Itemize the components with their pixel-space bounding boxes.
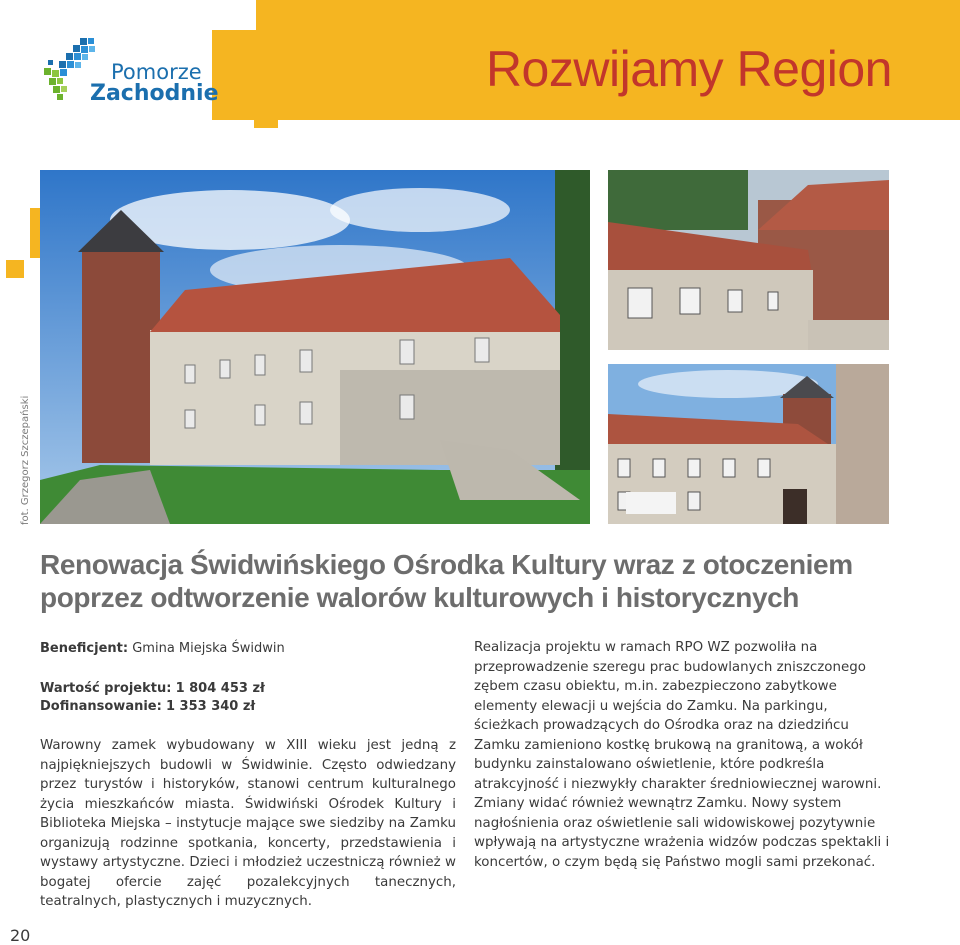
project-value-line xyxy=(40,680,265,698)
project-value-label: Wartość projektu: xyxy=(40,681,172,696)
decor-square-small xyxy=(6,260,24,278)
cofinancing-amount: 1 353 340 zł xyxy=(165,699,256,714)
header-notch xyxy=(212,0,256,30)
project-value-amount: 1 804 453 zł xyxy=(175,681,265,696)
cofinancing-line xyxy=(40,698,255,716)
bottom-right-photo xyxy=(608,364,889,524)
logo-line2: Zachodnie xyxy=(90,81,219,106)
article-title: Renowacja Świdwińskiego Ośrodka Kultury wraz z otoczeniem poprzez odtworzenie walorów kulturowych i historycznych xyxy=(40,549,853,613)
logo-line1: Pomorze xyxy=(111,60,202,84)
body-left-column: Warowny zamek wybudowany w XIII wieku jest jedną z najpiękniejszych budowli w Świdwinie. Często odwiedzany przez turystów i historyków, stanowi centrum kulturalnego życia mieszkańców miasta. Świdwiński Ośrodek Kultury i Biblioteka Miejska – instytucje mające swe siedziby na Zamku organizują rodzinne spotkania, koncerty, przedstawienia i wystawy artystyczne. Dzieci i młodzież uczestniczą również w bogatej ofercie zajęć pozalekcyjnych tanecznych, teatralnych, plastycznych i muzycznych. xyxy=(40,738,456,909)
main-photo xyxy=(40,170,590,524)
beneficiary-line xyxy=(40,640,285,658)
beneficiary-label: Beneficjent: xyxy=(40,641,129,656)
decor-square xyxy=(256,30,278,52)
cofinancing-label: Dofinansowanie: xyxy=(40,699,162,714)
photo-credit: fot. Grzegorz Szczepański xyxy=(20,395,31,525)
top-right-photo xyxy=(608,170,889,350)
beneficiary-value: Gmina Miejska Świdwin xyxy=(132,641,285,656)
decor-square xyxy=(254,104,278,128)
header-title: Rozwijamy Region xyxy=(485,41,892,97)
page-number: 20 xyxy=(10,926,31,945)
body-right-column: Realizacja projektu w ramach RPO WZ pozwoliła na przeprowadzenie szeregu prac budowlanych zniszczonego zębem czasu obiektu, m.in. zabezpieczono zabytkowe elementy elewacji u wejścia do Zamku. Na parkingu, ścieżkach prowadzących do Ośrodka oraz na dziedzińcu Zamku zamieniono kostkę brukową na granitową, a wokół budynku zainstalowano oświetlenie, które podkreśla atrakcyjność i niezwykły charakter średniowiecznej warowni. Zmiany widać również wewnątrz Zamku. Nowy system nagłośnienia oraz oświetlenie sali widowiskowej pozytywnie wpływają na artystyczne wrażenia widzów podczas spektakli i koncertów, o czym będą się Państwo mogli sami przekonać. xyxy=(474,640,890,870)
